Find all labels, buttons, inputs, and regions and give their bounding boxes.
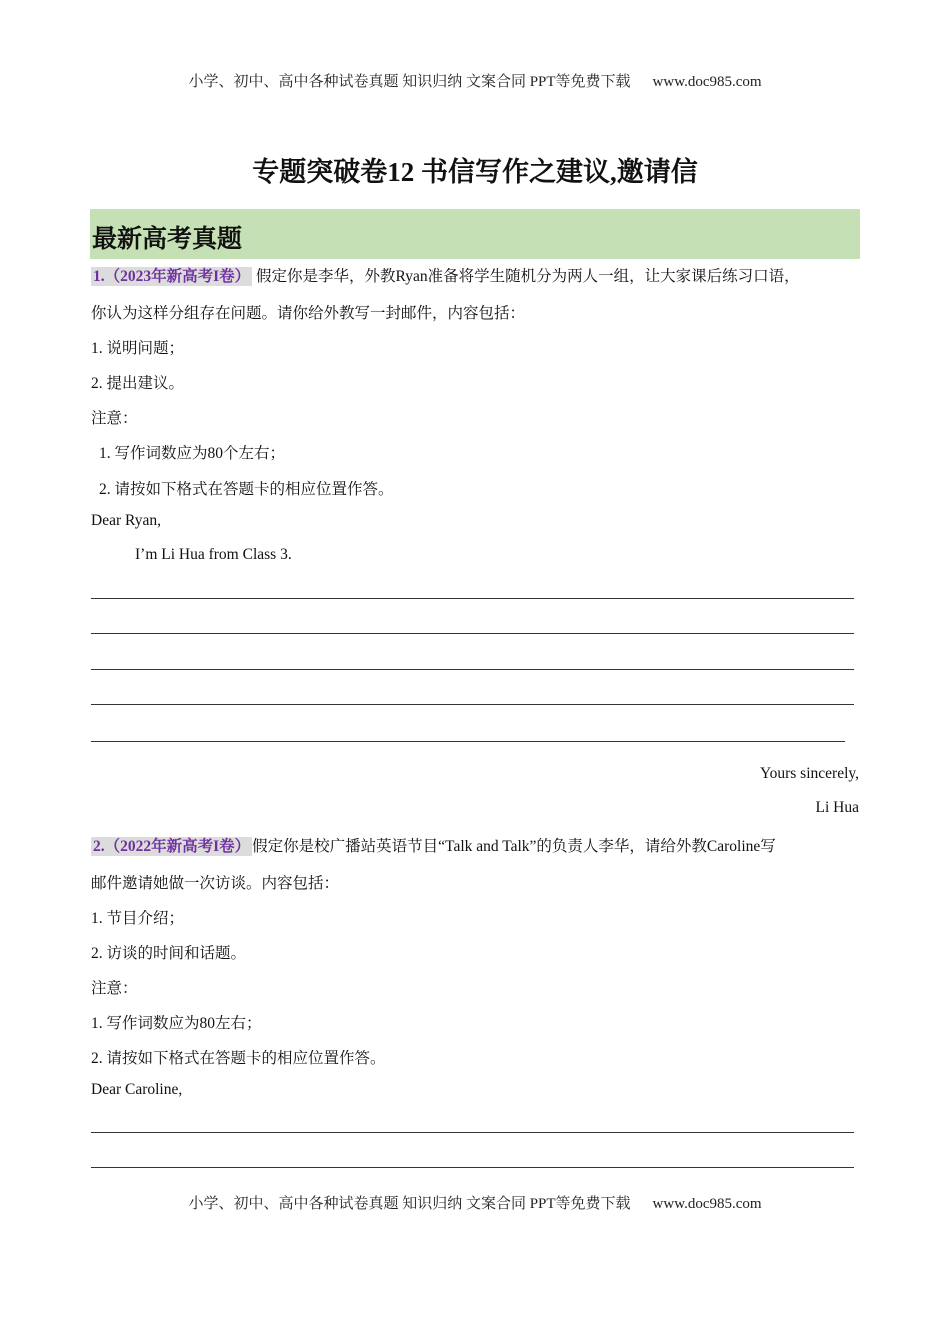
q1-note1: 1. 写作词数应为80个左右； [99, 445, 286, 462]
q2-prompt-text: 假定你是校广播站英语节目“Talk and Talk”的负责人李华，请给外教Caroline写 [252, 838, 776, 855]
q1-prompt-line2: 你认为这样分组存在问题。请你给外教写一封邮件，内容包括： [91, 305, 526, 322]
q2-greeting: Dear Caroline, [91, 1081, 183, 1098]
q2-prompt-line1 [91, 834, 776, 856]
q1-signature: Li Hua [815, 799, 859, 816]
answer-line [91, 741, 845, 742]
answer-line [91, 598, 854, 599]
page-footer [0, 1192, 950, 1213]
q1-opening: I’m Li Hua from Class 3. [135, 546, 292, 563]
q1-prompt-text: 假定你是李华，外教Ryan准备将学生随机分为两人一组，让大家课后练习口语， [256, 268, 800, 285]
q1-closing: Yours sincerely, [759, 765, 859, 782]
page-header [0, 70, 950, 91]
q2-item2: 2. 访谈的时间和话题。 [91, 945, 247, 962]
q2-item1: 1. 节目介绍； [91, 910, 185, 927]
footer-text: 小学、初中、高中各种试卷真题 知识归纳 文案合同 PPT等免费下载 [188, 1196, 631, 1212]
q2-prompt-line2: 邮件邀请她做一次访谈。内容包括： [91, 875, 340, 892]
section-title: 最新高考真题 [92, 226, 243, 253]
answer-line [91, 633, 854, 634]
q2-note2: 2. 请按如下格式在答题卡的相应位置作答。 [91, 1050, 386, 1067]
footer-url[interactable]: www.doc985.com [652, 1196, 762, 1212]
answer-line [91, 704, 854, 705]
q1-greeting: Dear Ryan, [91, 512, 161, 529]
q1-prompt-line1 [91, 264, 800, 286]
answer-line [91, 1132, 854, 1133]
q2-source-tag: 2.（2022年新高考I卷） [93, 838, 251, 855]
section-header [90, 209, 860, 259]
answer-line [91, 669, 854, 670]
q1-source-tag: 1.（2023年新高考I卷） [93, 268, 251, 285]
q1-item2: 2. 提出建议。 [91, 375, 185, 392]
q1-item1: 1. 说明问题； [91, 340, 185, 357]
q2-note-label: 注意： [91, 980, 138, 997]
q2-note1: 1. 写作词数应为80左右； [91, 1015, 262, 1032]
q1-note2: 2. 请按如下格式在答题卡的相应位置作答。 [99, 481, 394, 498]
header-url[interactable]: www.doc985.com [652, 74, 762, 90]
q1-note-label: 注意： [91, 410, 138, 427]
document-title: 专题突破卷12 书信写作之建议,邀请信 [252, 157, 698, 187]
header-text: 小学、初中、高中各种试卷真题 知识归纳 文案合同 PPT等免费下载 [188, 74, 631, 90]
answer-line [91, 1167, 854, 1168]
